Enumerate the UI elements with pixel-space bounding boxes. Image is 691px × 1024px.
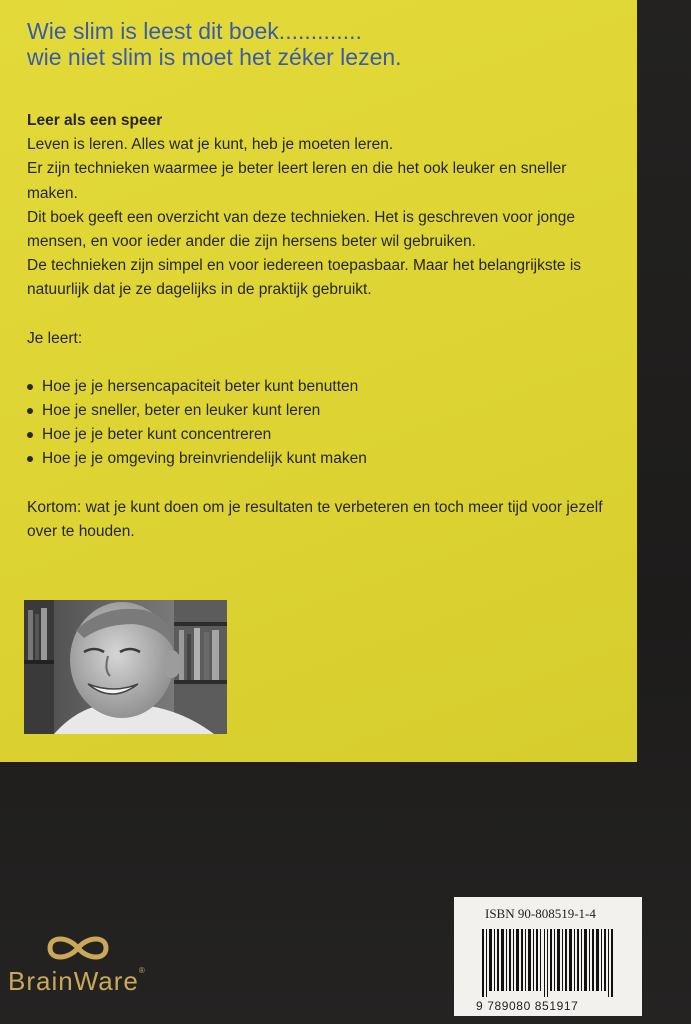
list-item: Hoe je je omgeving breinvriendelijk kunt maken (27, 447, 617, 471)
registered-mark: ® (138, 966, 146, 975)
paragraph-3: Dit boek geeft een overzicht van deze technieken. Het is geschreven voor jonge mensen, en voor ieder ander die zijn hersens beter wil gebruiken. (27, 208, 575, 251)
conclusion: Kortom: wat je kunt doen om je resultaten te verbeteren en toch meer tijd voor jezelf over te houden. (27, 498, 603, 540)
bullet-icon (27, 384, 33, 390)
infinity-icon (38, 934, 118, 962)
blurb (27, 109, 617, 544)
paragraph-4: De technieken zijn simpel en voor iedereen toepasbaar. Maar het belangrijkste is natuurlijk dat je ze dagelijks in de praktijk gebruikt. (27, 257, 582, 299)
list-intro: Je leert: (27, 329, 83, 347)
isbn-barcode (454, 897, 642, 1016)
author-photo (24, 600, 227, 734)
barcode-digits: 9 789080 851917 (476, 999, 579, 1013)
headline (27, 18, 627, 70)
barcode-icon (482, 929, 614, 997)
brand-name: BrainWare® (8, 966, 146, 996)
bullet-icon (27, 456, 33, 462)
bullet-icon (27, 408, 33, 414)
list-item: Hoe je sneller, beter en leuker kunt leren (27, 399, 617, 423)
headline-line-1: Wie slim is leest dit boek............. (27, 18, 362, 44)
headline-line-2: wie niet slim is moet het zéker lezen. (27, 44, 402, 70)
author-portrait-icon (24, 600, 227, 734)
learning-list (27, 375, 617, 472)
paragraph-1: Leven is leren. Alles wat je kunt, heb je moeten leren. (27, 136, 394, 154)
list-item: Hoe je je beter kunt concentreren (27, 423, 617, 447)
bullet-icon (27, 432, 33, 438)
paragraph-2: Er zijn technieken waarmee je beter leert leren en die het ook leuker en sneller maken. (27, 160, 567, 202)
isbn-number: ISBN 90-808519-1-4 (485, 906, 596, 921)
brainware-logo (8, 932, 188, 1002)
section-title: Leer als een speer (27, 112, 163, 129)
list-item: Hoe je je hersencapaciteit beter kunt benutten (27, 375, 617, 399)
